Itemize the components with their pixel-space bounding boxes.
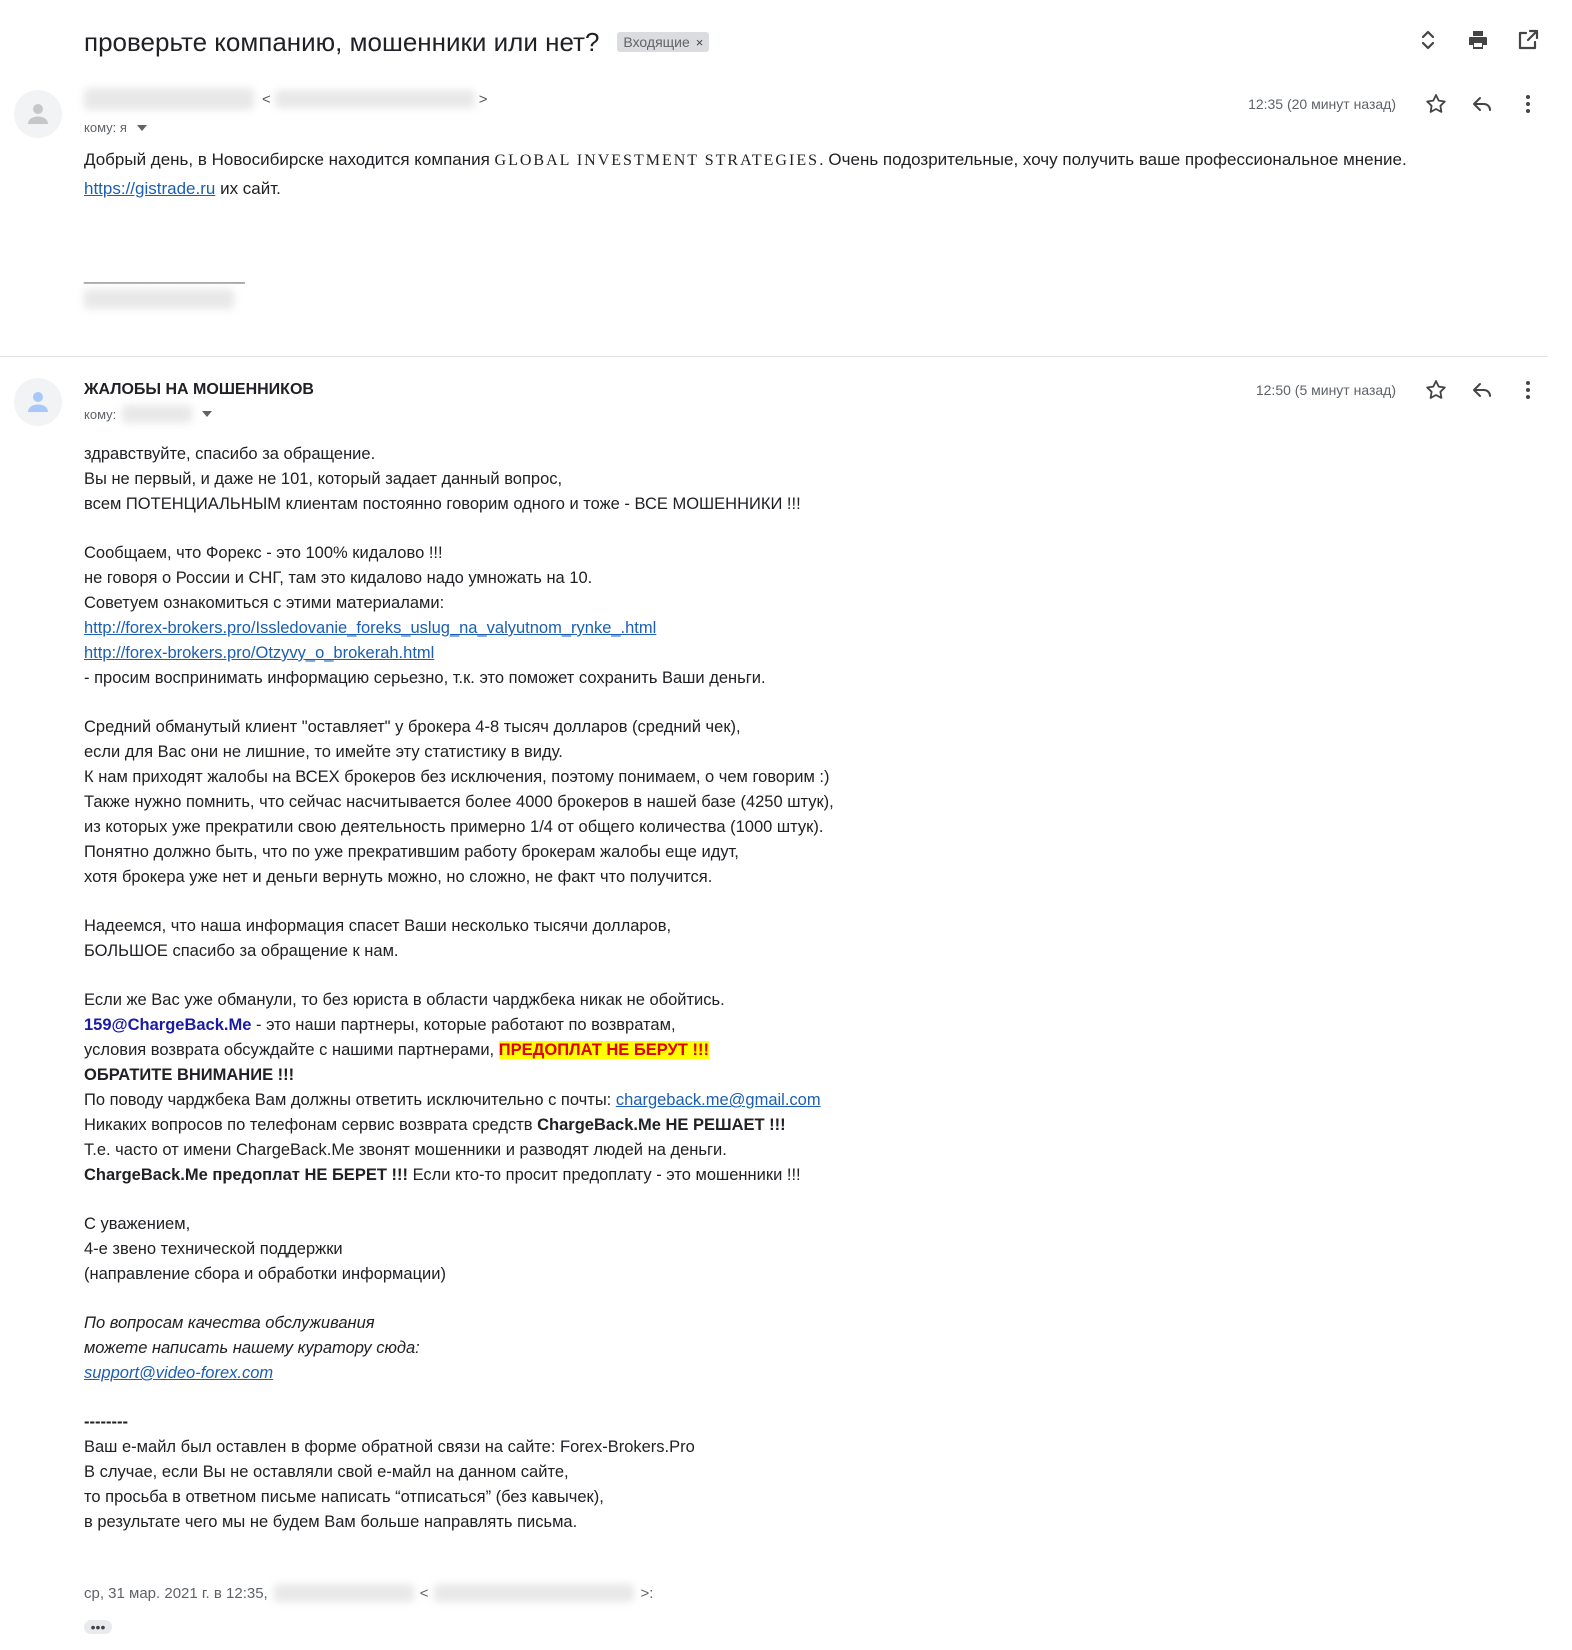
body-line: хотя брокера уже нет и деньги вернуть можно, но сложно, не факт что получится. [84,868,713,886]
message2-time: 12:50 (5 минут назад) [1255,382,1396,398]
message2-sender[interactable]: ЖАЛОБЫ НА МОШЕННИКОВ [84,381,314,398]
body-line: не говоря о России и СНГ, там это кидалово надо умножать на 10. [84,569,593,587]
message2-body [84,442,1384,1535]
body-line: Советуем ознакомиться с этими материалами: [84,594,445,612]
quoted-header [84,1584,653,1602]
thread-subject: проверьте компанию, мошенники или нет? [84,26,600,57]
star-button[interactable] [1422,90,1450,118]
chargeback-email-link[interactable]: chargeback.me@gmail.com [615,1091,821,1109]
quoted-bracket-open: < [419,1584,429,1602]
sender-avatar [14,90,62,138]
open-in-new-window-button[interactable] [1514,26,1542,54]
quoted-email-redacted [434,1584,634,1602]
sender-bracket-open: < [262,90,271,108]
body-line: в результате чего мы не будем Вам больше направлять письма. [84,1513,578,1531]
more-options-button[interactable] [1514,376,1542,404]
star-button[interactable] [1422,376,1450,404]
message-divider [0,356,1548,357]
thread-toolbar [1414,26,1542,54]
person-icon [23,99,53,129]
print-icon [1466,28,1490,52]
body-text: условия возврата обсуждайте с нашими партнерами, [84,1041,499,1059]
body-line: можете написать нашему куратору сюда: [84,1339,420,1357]
recipient-text: кому: я [84,120,127,135]
open-in-new-icon [1516,28,1540,52]
body-separator: -------- [84,1413,128,1431]
message1-paragraph [84,146,1504,175]
body-line: В случае, если Вы не оставляли свой е-майл на данном сайте, [84,1463,569,1481]
star-icon [1424,378,1448,402]
message1-sender[interactable] [84,88,488,110]
company-name: GLOBAL INVESTMENT STRATEGIES [494,152,819,169]
company-site-link[interactable]: https://gistrade.ru [84,179,216,198]
subject-row [84,22,709,62]
body-line: Также нужно помнить, что сейчас насчитывается более 4000 брокеров в нашей базе (4250 штук), [84,793,834,811]
body-line: Понятно должно быть, что по уже прекратившим работу брокерам жалобы еще идут, [84,843,739,861]
chevron-down-icon[interactable] [202,411,212,417]
body-bold-text: ChargeBack.Me предоплат НЕ БЕРЕТ !!! [84,1166,408,1184]
message1-recipients[interactable] [84,120,147,135]
reply-button[interactable] [1468,376,1496,404]
recipient-text: кому: [84,406,117,422]
signature-redacted [84,289,234,309]
message2-meta [1256,376,1542,404]
body-text: Никаких вопросов по телефонам сервис возврата средств [84,1116,538,1134]
body-line: Ваш е-майл был оставлен в форме обратной связи на сайте: Forex-Brokers.Pro [84,1438,695,1456]
body-line: С уважением, [84,1215,191,1233]
message1-time: 12:35 (20 минут назад) [1248,96,1396,112]
more-options-button[interactable] [1514,90,1542,118]
body-line: Надеемся, что наша информация спасет Ваши несколько тысячи долларов, [84,917,672,935]
body-text: - это наши партнеры, которые работают по возвратам, [251,1016,676,1034]
broker-reviews-link[interactable]: http://forex-brokers.pro/Otzyvy_o_brokerah.html [84,644,435,662]
reply-icon [1470,92,1494,116]
unfold-icon [1416,28,1440,52]
quoted-bracket-close: >: [640,1584,654,1602]
label-remove-button[interactable]: × [695,34,704,50]
message2-recipients[interactable] [84,405,212,423]
body-line: всем ПОТЕНЦИАЛЬНЫМ клиентам постоянно говорим одного и тоже - ВСЕ МОШЕННИКИ !!! [84,495,801,513]
sender-bracket-close: > [478,90,488,108]
body-line [84,1038,1384,1063]
body-line [84,1163,1384,1188]
body-line: По вопросам качества обслуживания [84,1314,375,1332]
message1-body [84,146,1504,318]
signature-separator: _________________ [84,265,245,284]
chevron-down-icon[interactable] [137,125,147,131]
label-chip-text: Входящие [623,34,690,50]
body-line: Сообщаем, что Форекс - это 100% кидалово !!! [84,544,443,562]
support-email-link[interactable]: support@video-forex.com [84,1364,274,1382]
body-bold-text: ChargeBack.Me НЕ РЕШАЕТ !!! [537,1116,786,1134]
body-line [84,1113,1384,1138]
body-line: БОЛЬШОЕ спасибо за обращение к нам. [84,942,399,960]
body-line: (направление сбора и обработки информации) [84,1265,446,1283]
message1-text-a: Добрый день, в Новосибирске находится компания [84,150,495,169]
body-text: Если кто-то просит предоплату - это мошенники !!! [407,1166,801,1184]
body-line: из которых уже прекратили свою деятельность примерно 1/4 от общего количества (1000 штук). [84,818,824,836]
show-trimmed-content-button[interactable]: ••• [84,1620,112,1634]
partner-email: 159@ChargeBack.Me [84,1016,252,1034]
body-text: По поводу чарджбека Вам должны ответить исключительно с почты: [84,1091,616,1109]
star-icon [1424,92,1448,116]
body-line: Если же Вас уже обманули, то без юриста в области чарджбека никак не обойтись. [84,991,725,1009]
more-vert-icon [1516,378,1540,402]
sender-avatar [14,378,62,426]
body-line: К нам приходят жалобы на ВСЕХ брокеров без исключения, поэтому понимаем, о чем говорим :) [84,768,830,786]
reply-icon [1470,378,1494,402]
body-line: то просьба в ответном письме написать “отписаться” (без кавычек), [84,1488,604,1506]
attention-line: ОБРАТИТЕ ВНИМАНИЕ !!! [84,1066,295,1084]
message1-meta [1248,90,1542,118]
person-icon [23,387,53,417]
body-line: Вы не первый, и даже не 101, который задает данный вопрос, [84,470,563,488]
expand-all-button[interactable] [1414,26,1442,54]
message1-link-after: их сайт. [215,179,281,198]
body-line [84,1088,1384,1113]
sender-email-redacted [275,90,475,108]
body-line [84,1013,1384,1038]
more-vert-icon [1516,92,1540,116]
body-line: если для Вас они не лишние, то имейте эту статистику в виду. [84,743,563,761]
print-button[interactable] [1464,26,1492,54]
body-line: Средний обманутый клиент "оставляет" у брокера 4-8 тысяч долларов (средний чек), [84,718,741,736]
reply-button[interactable] [1468,90,1496,118]
body-line: здравствуйте, спасибо за обращение. [84,445,376,463]
quoted-date: ср, 31 мар. 2021 г. в 12:35, [84,1584,268,1602]
body-line: 4-е звено технической поддержки [84,1240,343,1258]
no-prepay-highlight: ПРЕДОПЛАТ НЕ БЕРУТ !!! [498,1041,709,1059]
message1-text-b: . Очень подозрительные, хочу получить ваше профессиональное мнение. [818,150,1407,169]
body-line: Т.е. часто от имени ChargeBack.Me звонят мошенники и разводят людей на деньги. [84,1141,727,1159]
sender-name-redacted [84,88,254,110]
recipient-redacted [122,405,192,423]
body-line: - просим воспринимать информацию серьезно, т.к. это поможет сохранить Ваши деньги. [84,669,766,687]
quoted-sender-redacted [274,1584,414,1602]
forex-research-link[interactable]: http://forex-brokers.pro/Issledovanie_foreks_uslug_na_valyutnom_rynke_.html [84,619,657,637]
label-chip-inbox[interactable] [617,32,709,52]
